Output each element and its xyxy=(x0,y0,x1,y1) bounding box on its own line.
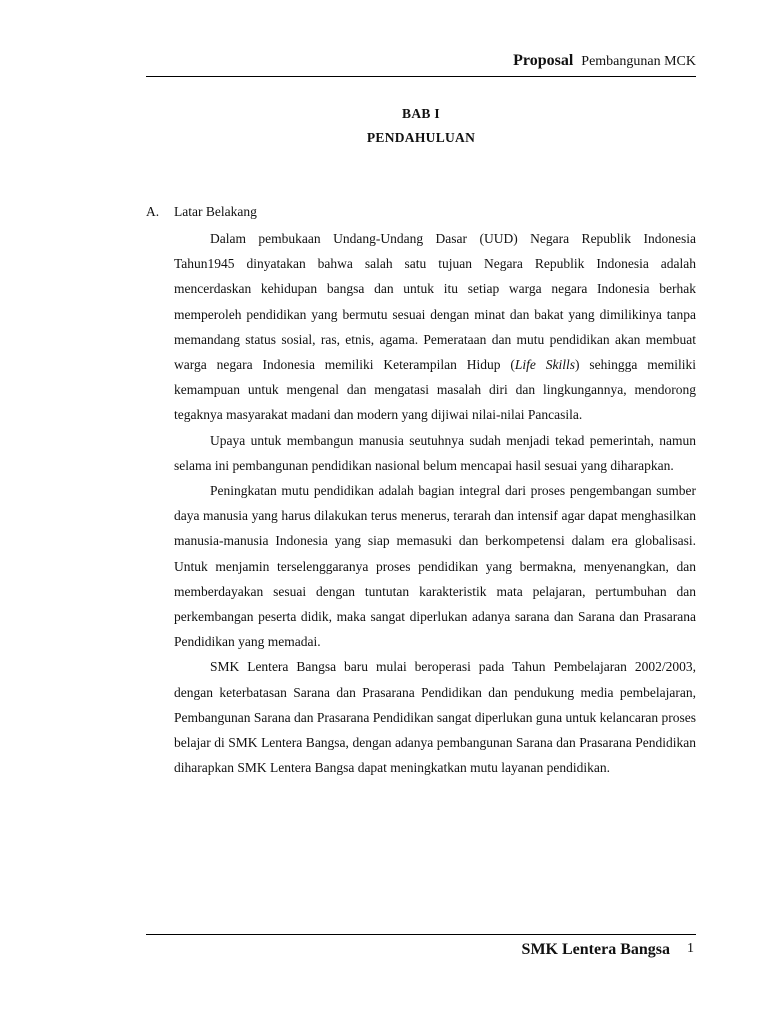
paragraph-2: Upaya untuk membangun manusia seutuhnya sudah menjadi tekad pemerintah, namun selama ini pembangunan pendidikan nasional belum mencapai hasil sesuai yang diharapkan. xyxy=(174,432,696,473)
page-header xyxy=(146,52,696,77)
paragraph-3: Peningkatan mutu pendidikan adalah bagian integral dari proses pengembangan sumber daya manusia yang harus dilakukan terus menerus, terarah dan intensif agar dapat menghasilkan manusia-manusia Indonesia yang siap memasuki dan berkompetensi dalam era globalisasi. Untuk menjamin terselenggaranya proses pendidikan yang bermakna, menyenangkan, dan memberdayakan sesuai dengan tuntutan karakteristik mata pelajaran, pertumbuhan dan perkembangan peserta didik, maka sangat diperlukan adanya sarana dan Sarana dan Prasarana Pendidikan yang memadai. xyxy=(174,483,696,650)
page-number: 1 xyxy=(687,941,694,956)
body-text xyxy=(174,226,696,780)
chapter-number: BAB I xyxy=(402,106,440,121)
section-heading xyxy=(146,204,257,220)
chapter-title: PENDAHULUAN xyxy=(366,130,476,145)
section-letter: A. xyxy=(146,204,160,219)
paragraph-1-text-a: Dalam pembukaan Undang-Undang Dasar (UUD) Negara Republik Indonesia Tahun1945 dinyatakan bahwa salah satu tujuan Negara Republik Indonesia adalah mencerdaskan kehidupan bangsa dan untuk itu setiap warga negara Indonesia berhak memperoleh pendidikan yang bermutu sesuai dengan minat dan bakat yang dimilikinya tanpa memandang status sosial, ras, etnis, agama. Pemerataan dan mutu pendidikan akan membuat warga negara Indonesia memiliki Keterampilan Hidup ( xyxy=(174,231,696,373)
footer-school-name: SMK Lentera Bangsa xyxy=(521,941,670,958)
section-title: Latar Belakang xyxy=(174,204,257,219)
header-title-normal: Pembangunan MCK xyxy=(581,54,696,69)
page-footer xyxy=(146,934,696,958)
paragraph-1-text-b: ) sehingga memiliki kemampuan untuk mengenal dan mengatasi masalah diri dan lingkungannya, mendorong tegaknya masyarakat madani dan modern yang dijiwai nilai-nilai Pancasila. xyxy=(174,357,696,423)
header-title-bold: Proposal xyxy=(513,52,574,69)
paragraph-1 xyxy=(174,226,696,428)
paragraph-1-italic: Life Skills xyxy=(514,357,576,373)
paragraph-4: SMK Lentera Bangsa baru mulai beroperasi pada Tahun Pembelajaran 2002/2003, dengan keterbatasan Sarana dan Prasarana Pendidikan dan pendukung media pembelajaran, Pembangunan Sarana dan Prasarana Pendidikan sangat diperlukan guna untuk kelancaran proses belajar di SMK Lentera Bangsa, dengan adanya pembangunan Sarana dan Prasarana Pendidikan diharapkan SMK Lentera Bangsa dapat meningkatkan mutu layanan pendidikan. xyxy=(174,659,696,776)
